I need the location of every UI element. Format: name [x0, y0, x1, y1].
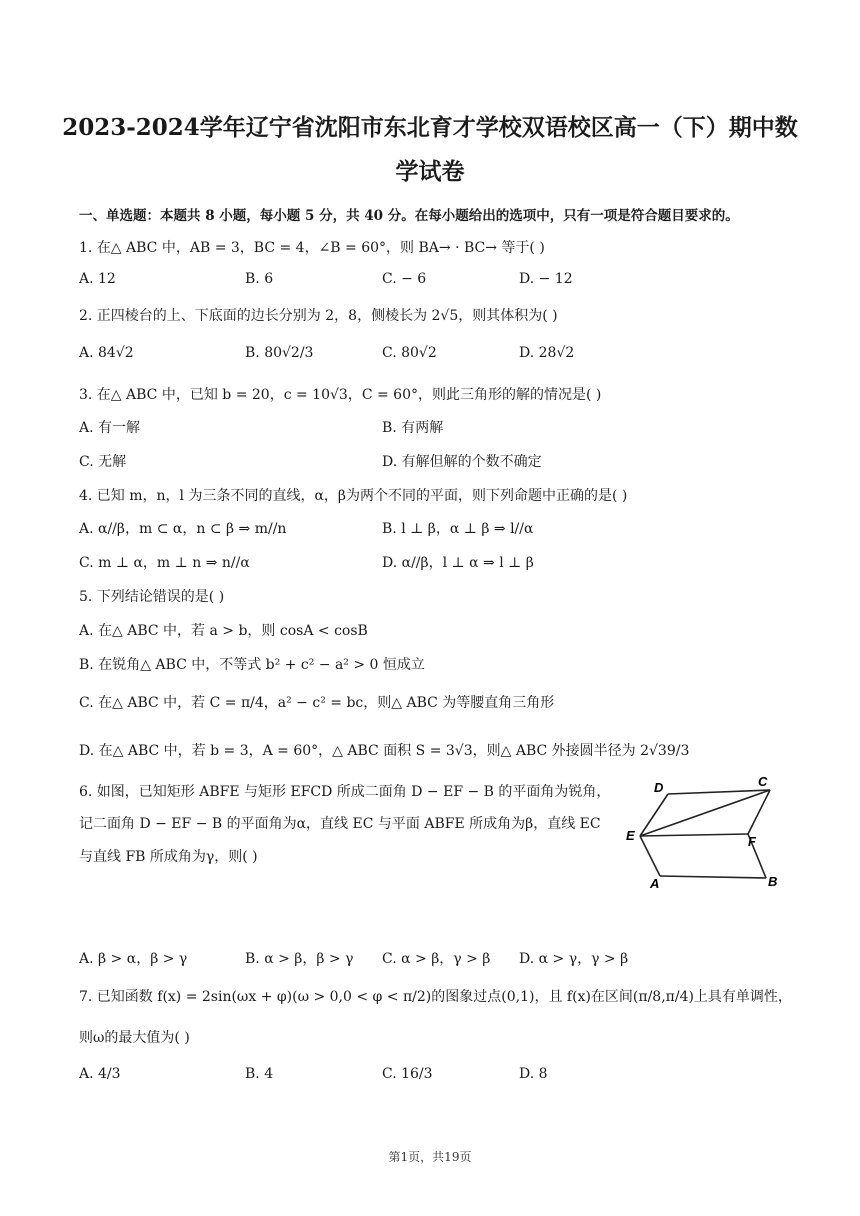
question-4-option-a: A. α//β，m ⊂ α，n ⊂ β ⇒ m//n [79, 521, 287, 537]
question-5-option-d: D. 在△ ABC 中，若 b = 3，A = 60°，△ ABC 面积 S = 3√3，则△ ABC 外接圆半径为 2√39/3 [79, 743, 690, 759]
question-4-option-b: B. l ⊥ β，α ⊥ β ⇒ l//α [382, 521, 534, 537]
question-7-option-d: D. 8 [519, 1066, 548, 1082]
question-6-stem-line1: 6. 如图，已知矩形 ABFE 与矩形 EFCD 所成二面角 D − EF − B 的平面角为锐角， [79, 784, 611, 800]
question-5-option-c: C. 在△ ABC 中，若 C = π/4，a² − c² = bc，则△ ABC 为等腰直角三角形 [79, 695, 555, 711]
question-6-option-a: A. β > α，β > γ [79, 951, 188, 967]
question-3-option-c: C. 无解 [79, 454, 127, 470]
section-heading: 一、单选题：本题共 8 小题，每小题 5 分，共 40 分。在每小题给出的选项中，只有一项是符合题目要求的。 [79, 208, 739, 224]
edge-ab [660, 876, 766, 878]
question-6-stem-line2: 记二面角 D − EF − B 的平面角为α，直线 EC 与平面 ABFE 所成角为β，直线 EC [79, 816, 601, 832]
page-footer: 第1页，共19页 [388, 1150, 472, 1164]
label-d: D [654, 780, 664, 795]
question-7-option-a: A. 4/3 [79, 1066, 121, 1082]
question-2-stem: 2. 正四棱台的上、下底面的边长分别为 2，8，侧棱长为 2√5，则其体积为( ) [79, 308, 558, 324]
question-3-option-b: B. 有两解 [382, 420, 444, 436]
question-5-option-b: B. 在锐角△ ABC 中，不等式 b² + c² − a² > 0 恒成立 [79, 657, 425, 673]
question-2-option-a: A. 84√2 [79, 345, 134, 361]
document-title-line2: 学试卷 [395, 158, 465, 185]
question-2-option-c: C. 80√2 [382, 345, 437, 361]
question-1-option-b: B. 6 [245, 271, 274, 287]
question-3-option-d: D. 有解但解的个数不确定 [382, 454, 542, 470]
question-7-option-b: B. 4 [245, 1066, 274, 1082]
edge-ea [640, 836, 660, 876]
dihedral-angle-figure [620, 772, 790, 892]
label-c: C [758, 774, 768, 789]
question-1-option-c: C. − 6 [382, 271, 427, 287]
question-4-option-c: C. m ⊥ α，m ⊥ n ⇒ n//α [79, 555, 250, 571]
question-7-stem-line1: 7. 已知函数 f(x) = 2sin(ωx + φ)(ω > 0,0 < φ < π/2)的图象过点(0,1)，且 f(x)在区间(π/8,π/4)上具有单调性， [79, 989, 792, 1005]
question-3-stem: 3. 在△ ABC 中，已知 b = 20，c = 10√3，C = 60°，则此三角形的解的情况是( ) [79, 387, 602, 403]
question-6-option-c: C. α > β，γ > β [382, 951, 491, 967]
question-7-stem-line2: 则ω的最大值为( ) [79, 1030, 190, 1046]
question-1-option-a: A. 12 [79, 271, 116, 287]
question-7-option-c: C. 16/3 [382, 1066, 433, 1082]
question-3-option-a: A. 有一解 [79, 420, 141, 436]
label-a: A [650, 876, 660, 891]
question-5-option-a: A. 在△ ABC 中，若 a > b，则 cosA < cosB [79, 623, 368, 639]
question-6-stem-line3: 与直线 FB 所成角为γ，则( ) [79, 849, 258, 865]
label-e: E [626, 828, 635, 843]
edge-ef [640, 834, 748, 836]
label-b: B [768, 874, 778, 889]
question-1-stem: 1. 在△ ABC 中，AB = 3，BC = 4，∠B = 60°，则 BA→ · BC→ 等于( ) [79, 240, 545, 256]
question-4-stem: 4. 已知 m，n，l 为三条不同的直线，α，β为两个不同的平面，则下列命题中正确的是( ) [79, 488, 628, 504]
question-2-option-d: D. 28√2 [519, 345, 575, 361]
question-1-option-d: D. − 12 [519, 271, 573, 287]
document-title-line1: 2023-2024学年辽宁省沈阳市东北育才学校双语校区高一（下）期中数 [62, 114, 798, 141]
question-5-stem: 5. 下列结论错误的是( ) [79, 589, 225, 605]
label-f: F [748, 834, 756, 849]
question-6-option-d: D. α > γ，γ > β [519, 951, 629, 967]
edge-de [640, 794, 668, 836]
question-4-option-d: D. α//β，l ⊥ α ⇒ l ⊥ β [382, 555, 534, 571]
question-2-option-b: B. 80√2/3 [245, 345, 314, 361]
edge-dc [668, 790, 770, 794]
question-6-option-b: B. α > β，β > γ [245, 951, 354, 967]
